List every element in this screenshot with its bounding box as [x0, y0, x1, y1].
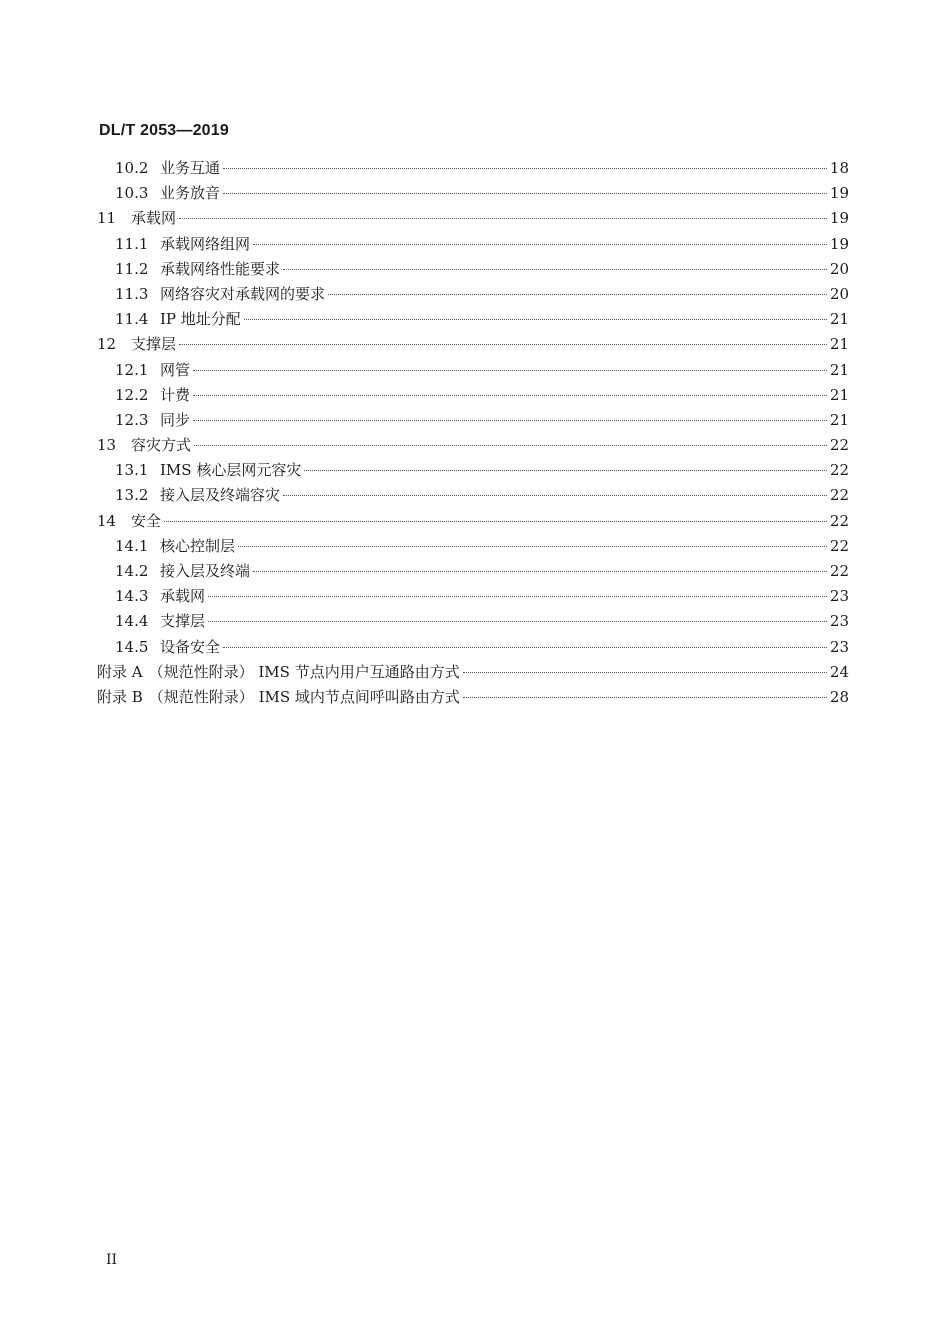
toc-entry-title: 安全	[131, 511, 162, 530]
toc-dot-leader	[223, 193, 827, 194]
toc-entry-number: 12.2	[115, 385, 149, 404]
toc-entry-title: 业务互通	[160, 159, 221, 177]
toc-dot-leader	[283, 269, 827, 270]
document-code-header: DL/T 2053—2019	[99, 122, 229, 139]
toc-entry-page: 21	[829, 385, 849, 404]
toc-entry-page: 22	[829, 486, 849, 505]
toc-entry-number: 12.1	[115, 360, 149, 379]
toc-entry-title: 同步	[160, 410, 191, 429]
toc-dot-leader	[193, 370, 827, 371]
toc-entry-page: 22	[829, 436, 849, 455]
toc-entry-page: 21	[829, 335, 849, 354]
toc-entry-title: 核心控制层	[160, 536, 236, 555]
toc-dot-leader	[223, 168, 827, 169]
toc-dot-leader	[223, 647, 827, 648]
toc-entry-page: 20	[829, 284, 849, 303]
toc-entry-number: 13	[97, 436, 117, 455]
toc-entry-title: （规范性附录） IMS 域内节点间呼叫路由方式	[148, 687, 460, 706]
table-of-contents	[97, 157, 849, 711]
toc-entry-title: 网络容灾对承载网的要求	[160, 284, 326, 303]
toc-entry-number: 附录 A	[97, 662, 143, 681]
toc-dot-leader	[328, 294, 827, 295]
toc-dot-leader	[193, 420, 827, 421]
toc-entry[interactable]	[97, 434, 849, 459]
toc-entry-number: 14.3	[115, 587, 149, 606]
toc-entry-title: 设备安全	[160, 637, 221, 656]
toc-entry[interactable]	[97, 610, 849, 635]
toc-entry[interactable]	[97, 157, 849, 182]
toc-entry-title: 承载网	[131, 209, 177, 228]
toc-entry-page: 21	[829, 410, 849, 429]
toc-entry-page: 23	[829, 587, 849, 606]
toc-entry[interactable]	[97, 484, 849, 509]
toc-entry-number: 附录 B	[97, 687, 143, 706]
toc-entry[interactable]	[97, 233, 849, 258]
toc-entry-page: 19	[829, 184, 849, 203]
toc-dot-leader	[463, 697, 827, 698]
toc-dot-leader	[253, 244, 827, 245]
toc-entry[interactable]	[97, 308, 849, 333]
toc-entry-number: 10.3	[115, 184, 149, 203]
toc-entry-page: 18	[829, 159, 849, 177]
toc-entry-number: 14	[97, 511, 117, 530]
toc-entry-page: 19	[829, 234, 849, 253]
toc-entry[interactable]	[97, 384, 849, 409]
toc-entry-title: 计费	[160, 385, 191, 404]
toc-entry-page: 22	[829, 536, 849, 555]
toc-entry-title: 接入层及终端容灾	[160, 486, 281, 505]
toc-entry-number: 13.1	[115, 461, 149, 480]
toc-entry-number: 10.2	[115, 159, 149, 177]
toc-entry-title: IMS 核心层网元容灾	[160, 461, 302, 480]
toc-entry[interactable]	[97, 258, 849, 283]
toc-entry-page: 22	[829, 511, 849, 530]
toc-entry[interactable]	[97, 510, 849, 535]
toc-entry-title: 支撑层	[160, 612, 206, 631]
toc-dot-leader	[283, 495, 827, 496]
toc-entry-number: 11.1	[115, 234, 149, 253]
toc-entry-page: 23	[829, 612, 849, 631]
toc-entry-page: 22	[829, 562, 849, 580]
toc-entry-page: 23	[829, 637, 849, 656]
toc-entry-page: 28	[829, 687, 849, 706]
toc-entry-title: 容灾方式	[131, 436, 192, 455]
toc-entry-page: 21	[829, 310, 849, 329]
toc-dot-leader	[208, 596, 827, 597]
toc-entry-number: 14.4	[115, 612, 149, 631]
page-number: II	[106, 1252, 118, 1268]
toc-entry[interactable]	[97, 459, 849, 484]
toc-entry-title: 接入层及终端	[160, 562, 251, 580]
toc-dot-leader	[193, 395, 827, 396]
toc-dot-leader	[164, 521, 827, 522]
toc-dot-leader	[179, 218, 827, 219]
toc-entry-title: 业务放音	[160, 184, 221, 203]
toc-entry-number: 12.3	[115, 410, 149, 429]
toc-entry-page: 22	[829, 461, 849, 480]
toc-dot-leader	[208, 621, 827, 622]
toc-dot-leader	[194, 445, 827, 446]
toc-entry-number: 11.2	[115, 259, 149, 278]
toc-dot-leader	[463, 672, 827, 673]
toc-entry[interactable]	[97, 283, 849, 308]
toc-entry-title: 网管	[160, 360, 191, 379]
toc-entry-title: 承载网	[160, 587, 206, 606]
toc-entry-page: 24	[829, 662, 849, 681]
toc-entry-number: 14.5	[115, 637, 149, 656]
toc-entry-title: 承载网络性能要求	[160, 259, 281, 278]
toc-entry-title: （规范性附录） IMS 节点内用户互通路由方式	[148, 662, 460, 681]
toc-entry[interactable]	[97, 207, 849, 232]
toc-entry-number: 12	[97, 335, 117, 354]
toc-entry[interactable]	[97, 333, 849, 358]
toc-entry[interactable]	[97, 409, 849, 434]
toc-entry-title: IP 地址分配	[160, 310, 241, 329]
toc-entry-number: 13.2	[115, 486, 149, 505]
toc-entry[interactable]	[97, 182, 849, 207]
toc-entry[interactable]	[97, 585, 849, 610]
toc-dot-leader	[304, 470, 827, 471]
toc-entry[interactable]	[97, 535, 849, 560]
toc-dot-leader	[238, 546, 827, 547]
toc-entry-title: 支撑层	[131, 335, 177, 354]
toc-entry-number: 11.4	[115, 310, 149, 329]
toc-dot-leader	[253, 571, 827, 572]
toc-entry-number: 14.2	[115, 562, 149, 580]
toc-entry-page: 21	[829, 360, 849, 379]
toc-entry-number: 11.3	[115, 284, 149, 303]
toc-entry-page: 19	[829, 209, 849, 228]
toc-entry[interactable]	[97, 661, 849, 686]
toc-entry[interactable]	[97, 636, 849, 661]
toc-dot-leader	[179, 344, 827, 345]
toc-entry-number: 14.1	[115, 536, 149, 555]
toc-entry-number: 11	[97, 209, 117, 228]
toc-entry-title: 承载网络组网	[160, 234, 251, 253]
toc-entry[interactable]	[97, 560, 849, 585]
toc-entry[interactable]	[97, 686, 849, 711]
toc-entry-page: 20	[829, 259, 849, 278]
toc-entry[interactable]	[97, 359, 849, 384]
toc-dot-leader	[244, 319, 827, 320]
